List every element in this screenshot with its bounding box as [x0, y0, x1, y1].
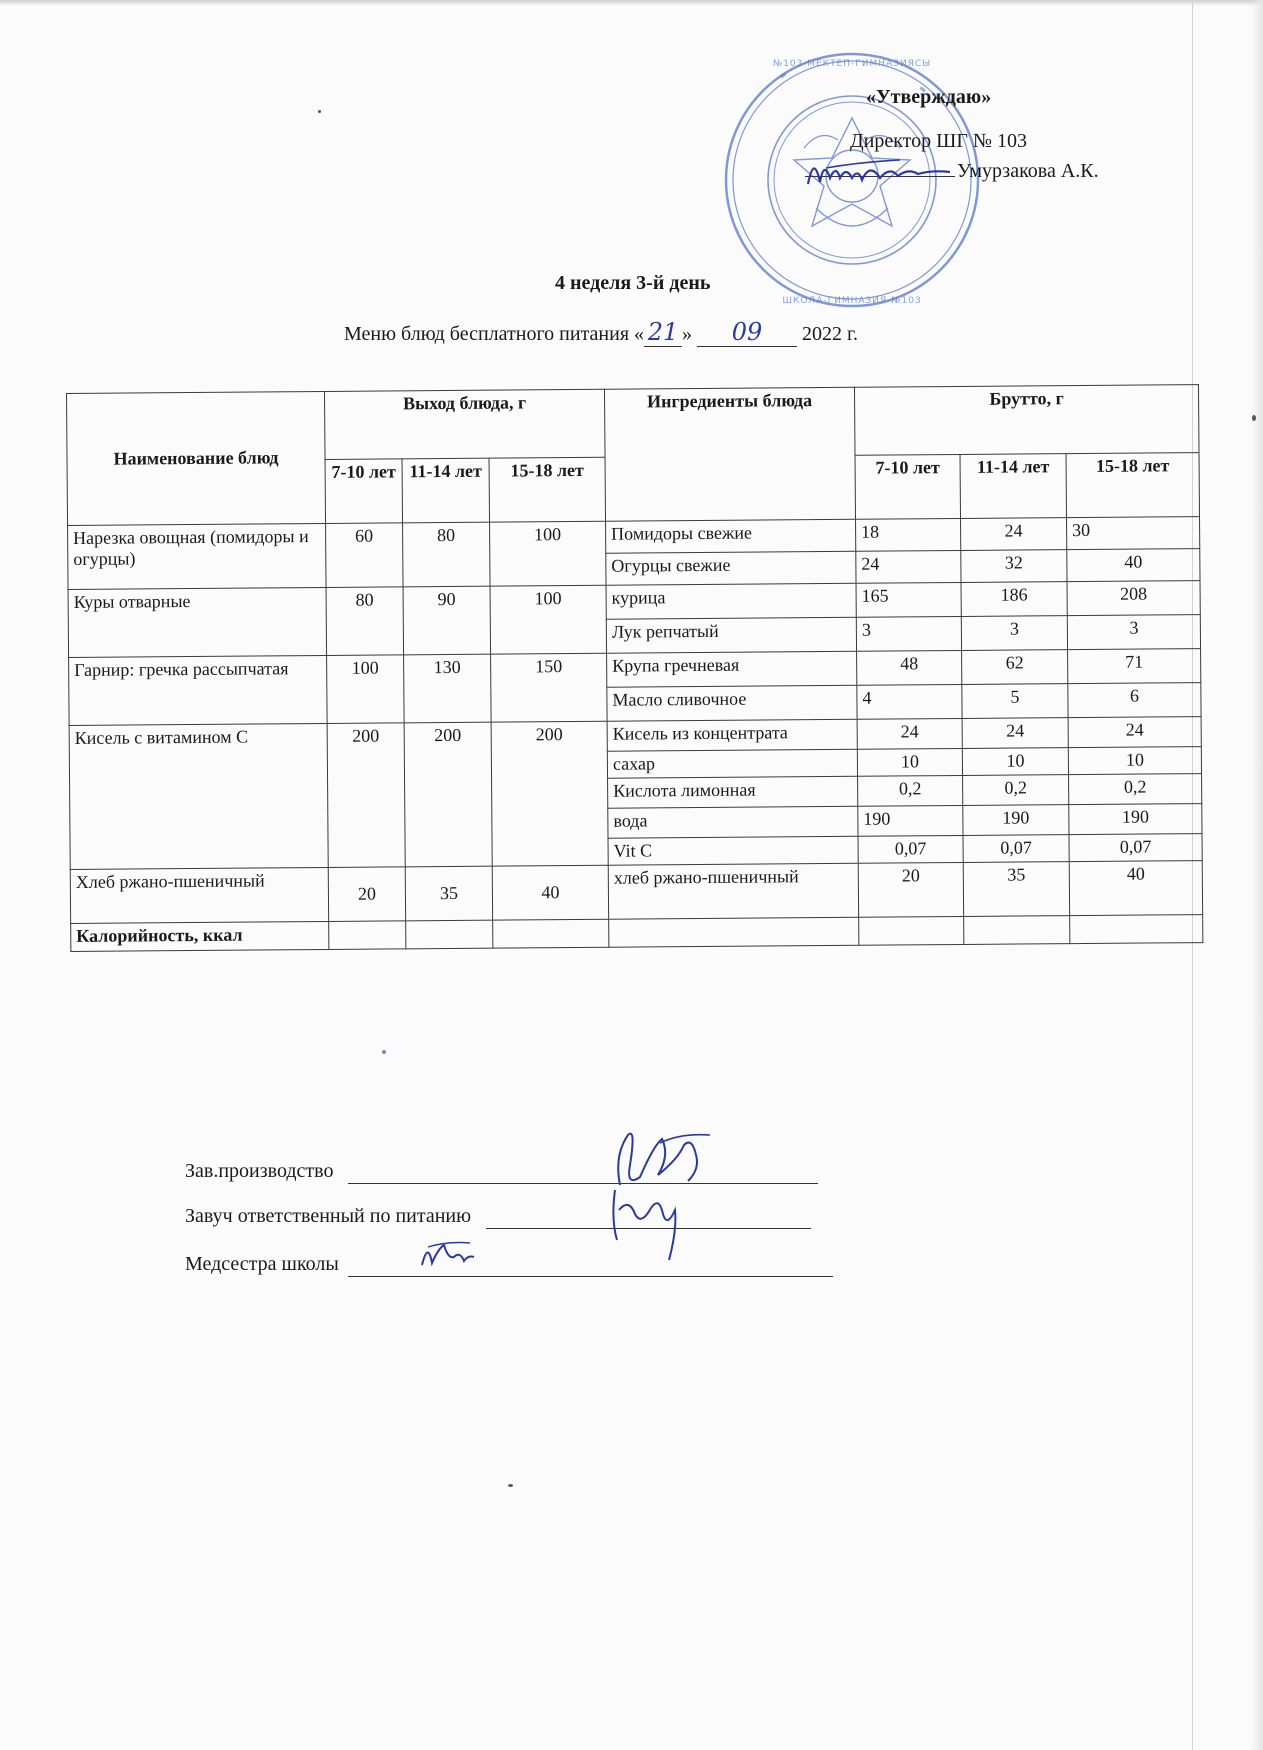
header-gross-11-14: 11-14 лет: [960, 454, 1066, 519]
sign-row-head-teacher: [185, 1205, 811, 1229]
yield-value: 40: [492, 865, 608, 920]
gross-value: 6: [1068, 683, 1201, 718]
gross-value: 208: [1067, 581, 1200, 616]
gross-value: 10: [962, 748, 1068, 776]
ingredient-name: Vit C: [608, 836, 858, 865]
scan-right-edge: [1251, 0, 1263, 1750]
menu-table: [66, 384, 1203, 952]
sign-label-production: Зав.производство: [185, 1160, 334, 1182]
scan-speck: [382, 1050, 386, 1054]
gross-value: 3: [1067, 615, 1200, 650]
dish-name: Гарнир: гречка рассыпчатая: [69, 655, 328, 725]
gross-value: 4: [857, 684, 962, 719]
yield-value: 80: [326, 587, 404, 656]
scan-speck: [1252, 415, 1256, 421]
gross-value: 0,07: [858, 835, 963, 863]
approval-title: «Утверждаю»: [866, 86, 992, 108]
header-gross: Брутто, г: [854, 385, 1199, 456]
header-ingredients: Ингредиенты блюда: [605, 387, 856, 521]
sign-label-head-teacher: Завуч ответственный по питанию: [185, 1205, 472, 1227]
dish-name: Куры отварные: [68, 587, 327, 657]
header-gross-15-18: 15-18 лет: [1066, 453, 1200, 518]
gross-value: 10: [1068, 747, 1201, 775]
svg-text:ШКОЛА-ГИМНАЗИЯ №103: ШКОЛА-ГИМНАЗИЯ №103: [782, 296, 922, 306]
calorie-cell: [406, 920, 493, 949]
calorie-cell: [609, 917, 859, 947]
header-dish-name: Наименование блюд: [67, 391, 326, 525]
table-row: [70, 861, 1202, 924]
ingredient-name: Огурцы свежие: [606, 551, 856, 585]
menu-title: [344, 318, 858, 347]
calorie-cell: [493, 919, 609, 948]
ingredient-name: курица: [606, 583, 856, 619]
gross-value: 24: [962, 718, 1068, 749]
nurse-signature: [418, 1235, 478, 1275]
yield-value: 90: [403, 586, 491, 655]
gross-value: 24: [1068, 717, 1201, 748]
yield-value: 100: [490, 521, 607, 586]
yield-value: 200: [327, 723, 405, 868]
gross-value: 165: [856, 582, 961, 617]
menu-title-prefix: Меню блюд бесплатного питания «: [344, 323, 645, 345]
gross-value: 0,07: [1069, 834, 1202, 862]
ingredient-name: Кислота лимонная: [608, 776, 858, 808]
gross-value: 24: [856, 550, 961, 583]
header-gross-7-10: 7-10 лет: [855, 454, 960, 519]
calorie-cell: [1070, 915, 1203, 944]
gross-value: 35: [963, 862, 1069, 917]
header-yield-15-18: 15-18 лет: [489, 457, 606, 522]
scan-top-edge: [0, 0, 1263, 6]
yield-value: 20: [328, 867, 405, 922]
director-signature: [800, 148, 970, 198]
ingredient-name: Лук репчатый: [606, 617, 856, 653]
menu-title-suffix: 2022 г.: [802, 323, 858, 345]
gross-value: 18: [856, 518, 961, 551]
gross-value: 190: [963, 805, 1069, 836]
gross-value: 10: [857, 748, 962, 776]
gross-value: 186: [961, 582, 1067, 617]
gross-value: 5: [962, 684, 1068, 719]
scan-speck: [318, 110, 321, 113]
gross-value: 0,2: [963, 775, 1069, 806]
yield-value: 150: [491, 653, 608, 722]
gross-value: 71: [1068, 649, 1201, 684]
calorie-cell: [329, 921, 406, 950]
menu-date-month: 09: [697, 318, 797, 347]
approval-role: Директор ШГ № 103: [850, 130, 1027, 152]
calorie-label: Калорийность, ккал: [71, 921, 329, 951]
gross-value: 32: [961, 550, 1067, 583]
yield-value: 100: [327, 655, 405, 724]
gross-value: 0,2: [1069, 774, 1202, 805]
ingredient-name: сахар: [607, 749, 857, 778]
gross-value: 48: [857, 650, 962, 685]
svg-text:№103 МЕКТЕП-ГИМНАЗИЯСЫ: №103 МЕКТЕП-ГИМНАЗИЯСЫ: [772, 59, 932, 69]
yield-value: 130: [404, 654, 492, 723]
menu-title-middle: »: [682, 323, 693, 345]
gross-value: 24: [961, 518, 1067, 551]
ingredient-name: хлеб ржано-пшеничный: [608, 863, 858, 919]
dish-name: Кисель с витамином С: [69, 723, 328, 869]
gross-value: 3: [961, 616, 1067, 651]
header-yield-11-14: 11-14 лет: [402, 458, 489, 523]
sign-row-nurse: [185, 1253, 833, 1277]
gross-value: 0,07: [963, 835, 1069, 863]
header-yield: Выход блюда, г: [324, 389, 605, 459]
ingredient-name: Кисель из концентрата: [607, 719, 857, 751]
gross-value: 40: [1069, 861, 1202, 916]
gross-value: 0,2: [858, 775, 963, 806]
ingredient-name: вода: [608, 806, 858, 838]
yield-value: 200: [404, 722, 492, 867]
dish-name: Нарезка овощная (помидоры и огурцы): [68, 523, 326, 589]
gross-value: 30: [1067, 517, 1200, 550]
gross-value: 20: [858, 862, 963, 917]
ingredient-name: Масло сливочное: [607, 685, 857, 721]
gross-value: 190: [858, 805, 963, 836]
yield-value: 35: [405, 866, 492, 921]
dish-name: Хлеб ржано-пшеничный: [70, 867, 328, 923]
head-teacher-signature: [605, 1180, 695, 1270]
day-title: 4 неделя 3-й день: [555, 272, 711, 294]
gross-value: 62: [962, 650, 1068, 685]
gross-value: 3: [856, 616, 961, 651]
ingredient-name: Крупа гречневая: [607, 651, 857, 687]
yield-value: 60: [326, 523, 404, 588]
gross-value: 40: [1067, 549, 1200, 582]
calorie-cell: [964, 916, 1070, 945]
sign-line: [348, 1160, 818, 1184]
yield-value: 80: [403, 522, 490, 587]
menu-date-day: 21: [644, 318, 682, 347]
calorie-cell: [859, 916, 964, 945]
ingredient-name: Помидоры свежие: [606, 519, 856, 553]
yield-value: 200: [491, 721, 608, 866]
gross-value: 24: [857, 718, 962, 749]
gross-value: 190: [1069, 804, 1202, 835]
scan-speck: [508, 1484, 513, 1487]
header-yield-7-10: 7-10 лет: [325, 459, 403, 524]
director-name: Умурзакова А.К.: [957, 160, 1099, 182]
sign-label-nurse: Медсестра школы: [185, 1253, 339, 1275]
yield-value: 100: [490, 585, 607, 654]
